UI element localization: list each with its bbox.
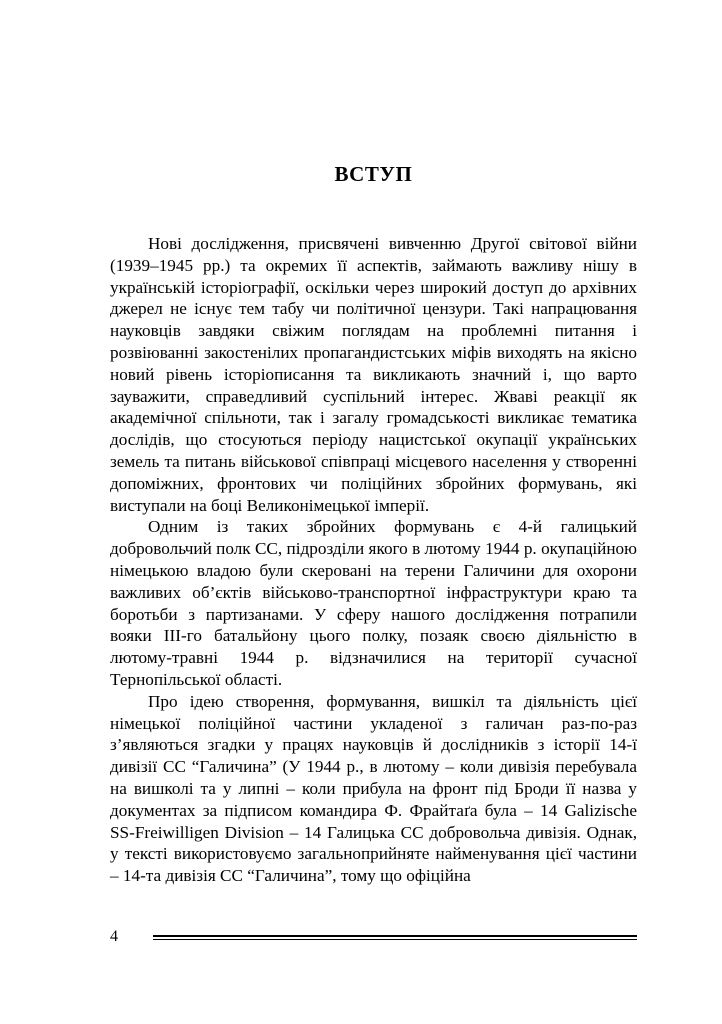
page-number: 4 bbox=[110, 928, 118, 945]
paragraph-2: Одним із таких збройних формувань є 4-й галицький добровольчий полк СС, підрозділи якого в лютому 1944 р. окупаційною німецькою владою були скеровані на терени Галичини для охорони важливих об’єктів військово-транспортної інфраструктури краю та боротьби з партизанами. У сферу нашого дослідження потрапили вояки ІІІ-го батальйону цього полку, позаяк своєю діяльністю в лютому-травні 1944 р. відзначилися на території сучасної Тернопільської області. bbox=[110, 517, 637, 689]
paragraph-1: Нові дослідження, присвячені вивченню Другої світової війни (1939–1945 рр.) та окремих її аспектів, займають важливу нішу в українській історіографії, оскільки через широкий доступ до архівних джерел не існує тем табу чи політичної цензури. Такі напрацювання науковців завдяки свіжим поглядам на проблемні питання і розвіюванні закостенілих пропагандистських міфів виходять на якісно новий рівень історіописання та викликають значний і, що варто зауважити, справедливий суспільний інтерес. Жваві реакції як академічної спільноти, так і загалу громадськості викликає тематика дослідів, що стосуються періоду нацистської окупації українських земель та питань військової співпраці місцевого населення у створенні допоміжних, фронтових чи поліційних збройних формувань, які виступали на боці Великонімецької імперії. bbox=[110, 234, 637, 515]
footer-rule bbox=[153, 935, 637, 940]
text-block bbox=[110, 162, 637, 887]
body-text bbox=[110, 233, 637, 887]
paragraph-3: Про ідею створення, формування, вишкіл та діяльність цієї німецької поліційної частини укладеної з галичан раз-по-раз з’являються згадки у працях науковців й дослідників з історії 14-ї дивізії СС “Галичина” (У 1944 р., в лютому – коли дивізія перебувала на вишколі та у липні – коли прибула на фронт під Броди її назва у документах за підписом командира Ф. Фрайтаґа була – 14 Galizische SS-Freiwilligen Division – 14 Галицька СС добровольча дивізія. Однак, у тексті використовуємо загальноприйняте найменування цієї частини – 14-та дивізія СС “Галичина”, тому що офіційна bbox=[110, 691, 637, 886]
page-footer bbox=[110, 929, 637, 945]
chapter-title: ВСТУП bbox=[334, 162, 413, 186]
